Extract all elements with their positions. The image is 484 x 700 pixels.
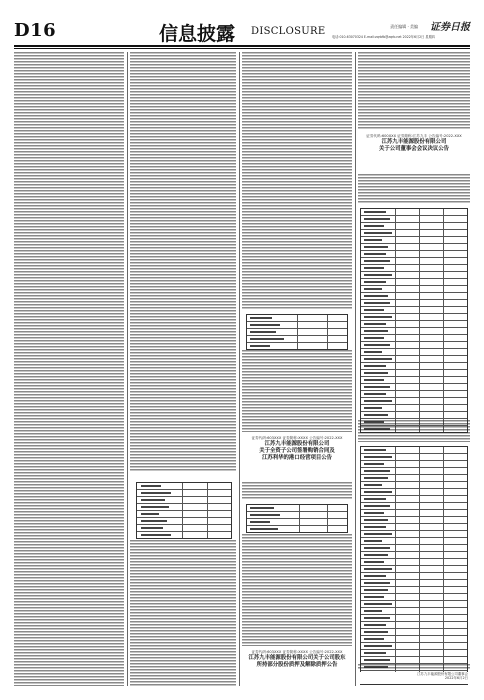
column-3-text-top xyxy=(242,52,352,310)
column-divider-1 xyxy=(127,52,128,686)
announcement-2 xyxy=(242,436,352,478)
column-4-text-top xyxy=(358,52,470,130)
announcement-2-head-1: 江苏九丰能源股份有限公司 xyxy=(264,441,330,447)
column-4 xyxy=(358,52,470,686)
column-divider-2 xyxy=(239,52,240,686)
column-3-text-mid xyxy=(242,350,352,432)
announcement-1-lead: 证券代码:600XXX 证券简称:江苏九丰 公告编号:2022-XXX xyxy=(366,134,462,138)
announcement-3-head-2: 所持部分股份质押及解除质押公告 xyxy=(256,662,338,669)
column-3-table-2 xyxy=(246,504,348,533)
masthead xyxy=(14,16,470,44)
column-3-table-1 xyxy=(246,314,348,350)
column-divider-3 xyxy=(355,52,356,686)
meta-line: 电话:010-63070324 E-mail:zqrbfb@zqrb.net 2022年6月2日 星期四 xyxy=(332,35,435,39)
footer-date: 2022年6月2日 xyxy=(444,676,468,681)
announcement-2-head-2: 关于全资子公司签署购销合同及 xyxy=(259,448,335,455)
column-4-text-between xyxy=(358,420,470,442)
column-2-text-top xyxy=(130,52,236,472)
column-4-text-intro xyxy=(358,174,470,204)
column-2-table xyxy=(136,482,232,539)
column-4-table-2 xyxy=(360,446,468,685)
column-2-text-bottom xyxy=(130,540,236,686)
masthead-rule-thin xyxy=(14,48,470,49)
column-3 xyxy=(242,52,352,686)
announcement-3-lead: 证券代码:603XXX 证券简称:XXXX 公告编号:2022-XXX xyxy=(251,650,343,654)
column-4-text-bottom xyxy=(358,664,470,670)
section-title-en: DISCLOSURE xyxy=(251,26,326,37)
newspaper-logo: 证券日报 xyxy=(430,22,470,33)
announcement-3 xyxy=(242,650,352,686)
edition-line: 责任编辑 · 美编 xyxy=(390,24,418,29)
column-1 xyxy=(14,52,124,686)
column-4-table-1 xyxy=(360,208,468,433)
column-3-text-lower xyxy=(242,534,352,646)
column-3-text-after-ann xyxy=(242,482,352,500)
footer-board: 江苏九丰能源股份有限公司董事会 xyxy=(417,672,468,676)
page-number: D16 xyxy=(14,20,57,41)
announcement-1-head-1: 江苏九丰能源股份有限公司 xyxy=(381,139,447,145)
column-2 xyxy=(130,52,236,686)
announcement-2-lead: 证券代码:603XXX 证券简称:XXXX 公告编号:2022-XXX xyxy=(251,436,343,440)
announcement-1-head-2: 关于公司董事会会议决议公告 xyxy=(378,146,450,153)
announcement-2-head-3: 江苏利华的港口经营项目公告 xyxy=(261,455,333,462)
masthead-rule-thick xyxy=(14,45,470,47)
announcement-3-head-1: 江苏九丰能源股份有限公司关于公司股东 xyxy=(248,655,346,661)
announcement-1 xyxy=(358,134,470,170)
section-title: 信息披露 xyxy=(159,23,236,45)
column-1-text xyxy=(14,52,124,686)
column-4-footer xyxy=(358,672,468,684)
